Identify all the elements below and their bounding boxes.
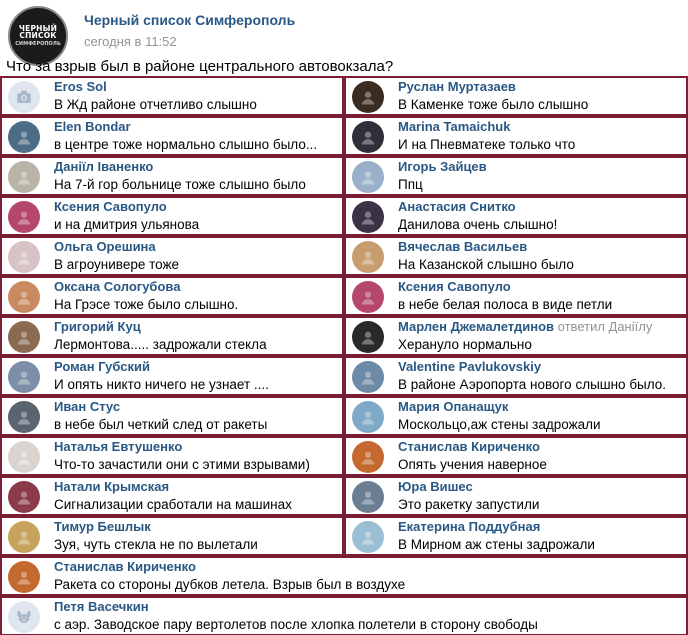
comment-text: в небе белая полоса в виде петли bbox=[398, 297, 613, 312]
comment-item bbox=[0, 396, 344, 436]
comment-author-name[interactable]: Анастасия Снитко bbox=[398, 199, 516, 214]
comment-item bbox=[0, 76, 344, 116]
user-avatar[interactable] bbox=[352, 81, 384, 113]
comment-author-name[interactable]: Игорь Зайцев bbox=[398, 159, 487, 174]
comment-item bbox=[0, 436, 344, 476]
user-avatar[interactable] bbox=[8, 561, 40, 593]
comment-text: В Жд районе отчетливо слышно bbox=[54, 97, 257, 112]
comment-author-name[interactable]: Marina Tamaichuk bbox=[398, 119, 511, 134]
comment-text: Херануло нормально bbox=[398, 337, 532, 352]
comment-text: с аэр. Заводское пару вертолетов после хлопка полетели в сторону свободы bbox=[54, 617, 538, 632]
comment-author-name[interactable]: Марлен Джемалетдинов bbox=[398, 319, 555, 334]
user-avatar[interactable] bbox=[8, 281, 40, 313]
comment-author-name[interactable]: Тимур Бешлык bbox=[54, 519, 151, 534]
user-avatar[interactable] bbox=[352, 201, 384, 233]
comment-item bbox=[0, 316, 344, 356]
comment-text: В Мирном аж стены задрожали bbox=[398, 537, 595, 552]
comment-author-name[interactable]: Григорий Куц bbox=[54, 319, 141, 334]
comment-item bbox=[344, 236, 688, 276]
comment-text: Ракета со стороны дубков летела. Взрыв был в воздухе bbox=[54, 577, 406, 592]
comment-text: И на Пневматеке только что bbox=[398, 137, 576, 152]
user-avatar[interactable] bbox=[352, 321, 384, 353]
post-header bbox=[0, 0, 688, 76]
comment-item bbox=[0, 236, 344, 276]
comment-author-link[interactable] bbox=[398, 319, 652, 334]
comment-author-link[interactable] bbox=[54, 159, 153, 174]
comment-item bbox=[344, 436, 688, 476]
comment-author-name[interactable]: Наталья Евтушенко bbox=[54, 439, 183, 454]
comment-text: Сигнализации сработали на машинах bbox=[54, 497, 292, 512]
comment-text: И опять никто ничего не узнает .... bbox=[54, 377, 269, 392]
comment-author-link[interactable] bbox=[54, 399, 120, 414]
comment-author-link[interactable] bbox=[398, 359, 541, 374]
camera-placeholder-icon[interactable] bbox=[8, 81, 40, 113]
comment-author-name[interactable]: Ксения Савопуло bbox=[54, 199, 167, 214]
comment-author-link[interactable] bbox=[54, 559, 196, 574]
comment-author-name[interactable]: Станислав Кириченко bbox=[398, 439, 540, 454]
comment-author-name[interactable]: Eros Sol bbox=[54, 79, 107, 94]
comment-author-name[interactable]: Вячеслав Васильев bbox=[398, 239, 528, 254]
comment-text: На 7-й гор больнице тоже слышно было bbox=[54, 177, 306, 192]
comment-author-link[interactable] bbox=[54, 199, 167, 214]
group-avatar[interactable] bbox=[8, 6, 68, 66]
comment-author-link[interactable] bbox=[398, 239, 527, 254]
comment-author-link[interactable] bbox=[398, 519, 540, 534]
user-avatar[interactable] bbox=[352, 281, 384, 313]
comment-text: Зуя, чуть стекла не по вылетали bbox=[54, 537, 258, 552]
reply-to-label[interactable]: ответил Даніїлу bbox=[557, 319, 653, 334]
comment-item bbox=[0, 116, 344, 156]
comment-grid bbox=[0, 76, 688, 635]
comment-author-link[interactable] bbox=[54, 239, 156, 254]
comment-author-link[interactable] bbox=[54, 479, 169, 494]
user-avatar[interactable] bbox=[352, 401, 384, 433]
comment-author-name[interactable]: Ксения Савопуло bbox=[398, 279, 511, 294]
comment-author-link[interactable] bbox=[398, 399, 508, 414]
comment-author-name[interactable]: Мария Опанащук bbox=[398, 399, 509, 414]
comment-author-link[interactable] bbox=[54, 279, 180, 294]
user-avatar[interactable] bbox=[8, 321, 40, 353]
user-avatar[interactable] bbox=[352, 481, 384, 513]
comment-author-link[interactable] bbox=[54, 359, 150, 374]
comment-item bbox=[344, 116, 688, 156]
comment-author-name[interactable]: Иван Стус bbox=[54, 399, 121, 414]
comment-item bbox=[344, 76, 688, 116]
user-avatar[interactable] bbox=[8, 161, 40, 193]
comment-item bbox=[0, 276, 344, 316]
post-text: Что за взрыв был в районе центрального автовокзала? bbox=[6, 58, 394, 75]
comment-item bbox=[0, 556, 688, 596]
post-timestamp[interactable]: сегодня в 11:52 bbox=[84, 34, 177, 49]
comment-author-link[interactable] bbox=[54, 319, 141, 334]
dog-placeholder-icon[interactable] bbox=[8, 601, 40, 633]
comment-author-name[interactable]: Elen Bondar bbox=[54, 119, 131, 134]
comment-author-name[interactable]: Екатерина Поддубная bbox=[398, 519, 541, 534]
comment-author-name[interactable]: Даніїл Іваненко bbox=[54, 159, 154, 174]
user-avatar[interactable] bbox=[8, 481, 40, 513]
comment-text: и на дмитрия ульянова bbox=[54, 217, 200, 232]
group-name-link[interactable]: Черный список Симферополь bbox=[84, 12, 296, 28]
comment-author-name[interactable]: Петя Васечкин bbox=[54, 599, 149, 614]
comment-author-link[interactable] bbox=[398, 279, 511, 294]
comment-author-name[interactable]: Станислав Кириченко bbox=[54, 559, 196, 574]
comment-author-link[interactable] bbox=[54, 79, 107, 94]
comment-item bbox=[344, 196, 688, 236]
comment-author-name[interactable]: Valentine Pavlukovskiy bbox=[398, 359, 542, 374]
comment-author-name[interactable]: Ольга Орешина bbox=[54, 239, 156, 254]
group-avatar-line-1: ЧЕРНЫЙ bbox=[18, 23, 58, 33]
user-avatar[interactable] bbox=[8, 401, 40, 433]
comment-author-name[interactable]: Юра Вишес bbox=[398, 479, 473, 494]
comment-item bbox=[0, 196, 344, 236]
comment-item bbox=[0, 516, 344, 556]
comment-text: Что-то зачастили они с этими взрывами) bbox=[54, 457, 310, 472]
comment-author-link[interactable] bbox=[398, 199, 516, 214]
comment-author-link[interactable] bbox=[398, 159, 487, 174]
comment-item bbox=[344, 476, 688, 516]
comment-author-name[interactable]: Натали Крымская bbox=[54, 479, 170, 494]
comment-author-link[interactable] bbox=[398, 79, 516, 94]
comment-author-name[interactable]: Руслан Муртазаев bbox=[398, 79, 516, 94]
comment-text: В районе Аэропорта нового слышно было. bbox=[398, 377, 667, 392]
comment-item bbox=[0, 596, 688, 635]
comment-author-link[interactable] bbox=[54, 439, 182, 454]
comment-text: Данилова очень слышно! bbox=[398, 217, 558, 232]
comment-author-name[interactable]: Роман Губский bbox=[54, 359, 150, 374]
comment-text: Ппц bbox=[398, 177, 423, 192]
user-avatar[interactable] bbox=[8, 201, 40, 233]
comment-text: В Каменке тоже было слышно bbox=[398, 97, 589, 112]
comment-author-link[interactable] bbox=[54, 519, 151, 534]
comment-author-link[interactable] bbox=[54, 119, 131, 134]
comment-text: в небе был четкий след от ракеты bbox=[54, 417, 268, 432]
user-avatar[interactable] bbox=[8, 241, 40, 273]
comment-text: В агроунивере тоже bbox=[54, 257, 180, 272]
user-avatar[interactable] bbox=[352, 441, 384, 473]
comment-text: На Грэсе тоже было слышно. bbox=[54, 297, 239, 312]
comment-text: в центре тоже нормально слышно было... bbox=[54, 137, 318, 152]
user-avatar[interactable] bbox=[8, 521, 40, 553]
comment-item bbox=[344, 356, 688, 396]
comment-author-link[interactable] bbox=[398, 479, 473, 494]
user-avatar[interactable] bbox=[352, 521, 384, 553]
comment-text: Это ракетку запустили bbox=[398, 497, 540, 512]
user-avatar[interactable] bbox=[8, 441, 40, 473]
comment-text: На Казанской слышно было bbox=[398, 257, 574, 272]
comment-author-link[interactable] bbox=[398, 119, 510, 134]
comment-item bbox=[344, 276, 688, 316]
comment-item bbox=[0, 156, 344, 196]
comment-author-link[interactable] bbox=[54, 599, 149, 614]
comment-text: Опять учения наверное bbox=[398, 457, 547, 472]
user-avatar[interactable] bbox=[352, 161, 384, 193]
group-avatar-line-3: СИМФЕРОПОЛЬ bbox=[15, 41, 61, 48]
comment-item bbox=[344, 156, 688, 196]
comment-author-link[interactable] bbox=[398, 439, 540, 454]
comment-text: Москольцо,аж стены задрожали bbox=[398, 417, 601, 432]
comment-item bbox=[344, 516, 688, 556]
group-avatar-line-2: СПИСОК bbox=[19, 31, 57, 41]
comment-item bbox=[0, 476, 344, 516]
comment-author-name[interactable]: Оксана Сологубова bbox=[54, 279, 181, 294]
comment-item bbox=[344, 396, 688, 436]
comment-text: Лермонтова..... задрожали стекла bbox=[54, 337, 267, 352]
user-avatar[interactable] bbox=[8, 121, 40, 153]
comment-item bbox=[344, 316, 688, 356]
user-avatar[interactable] bbox=[352, 241, 384, 273]
user-avatar[interactable] bbox=[352, 121, 384, 153]
user-avatar[interactable] bbox=[8, 361, 40, 393]
comment-item bbox=[0, 356, 344, 396]
user-avatar[interactable] bbox=[352, 361, 384, 393]
